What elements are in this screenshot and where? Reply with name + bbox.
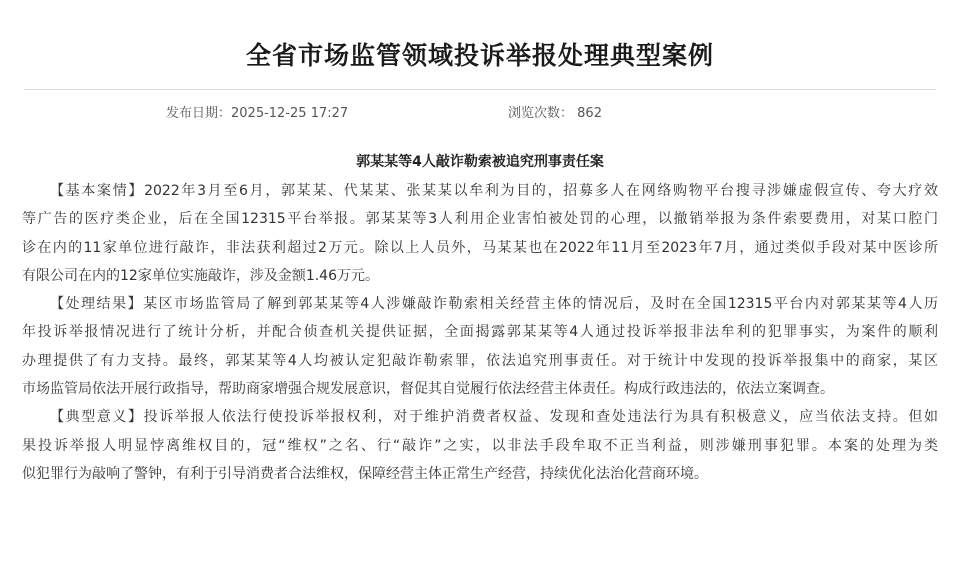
view-count-meta xyxy=(508,104,602,124)
case-subtitle: 郭某某等4人敲诈勒索被追究刑事责任案 xyxy=(356,154,604,170)
article-body xyxy=(22,177,938,488)
paragraph-line: 市场监管局依法开展行政指导，帮助商家增强合规发展意识，督促其自觉履行依法经营主体责任。构成行政违法的，依法立案调查。 xyxy=(22,381,834,398)
view-count-value: 862 xyxy=(577,106,602,121)
paragraph-significance xyxy=(22,403,938,488)
paragraph-line: 似犯罪行为敲响了警钟，有利于引导消费者合法维权，保障经营主体正常生产经营，持续优化法治化营商环境。 xyxy=(22,465,708,482)
paragraph-line: 果投诉举报人明显悖离维权目的，冠“维权”之名、行“敲诈”之实，以非法手段牟取不正当利益，则涉嫌刑事犯罪。本案的处理为类 xyxy=(22,437,938,454)
view-count-label: 浏览次数： xyxy=(508,106,574,121)
publish-date-label: 发布日期： xyxy=(166,106,232,121)
paragraph-line: 等广告的医疗类企业，后在全国12315平台举报。郭某某等3人利用企业害怕被处罚的心理，以撤销举报为条件索要费用，对某口腔门 xyxy=(22,211,938,228)
paragraph-line: 年投诉举报情况进行了统计分析，并配合侦查机关提供证据，全面揭露郭某某等4人通过投诉举报非法牟利的犯罪事实，为案件的顺利 xyxy=(22,324,938,341)
paragraph-line: 诊在内的11家单位进行敲诈，非法获利超过2万元。除以上人员外，马某某也在2022年11月至2023年7月，通过类似手段对某中医诊所 xyxy=(22,239,938,256)
article-title: 全省市场监管领域投诉举报处理典型案例 xyxy=(245,41,714,70)
title-divider xyxy=(24,89,936,90)
paragraph-handling-result xyxy=(22,290,938,403)
publish-date-meta xyxy=(166,104,348,124)
paragraph-line: 【典型意义】投诉举报人依法行使投诉举报权利，对于维护消费者权益、发现和查处违法行为具有积极意义，应当依法支持。但如 xyxy=(50,409,938,426)
paragraph-basic-facts xyxy=(22,177,938,290)
paragraph-line: 【处理结果】某区市场监管局了解到郭某某等4人涉嫌敲诈勒索相关经营主体的情况后，及时在全国12315平台内对郭某某等4人历 xyxy=(50,296,938,313)
paragraph-line: 有限公司在内的12家单位实施敲诈，涉及金额1.46万元。 xyxy=(22,267,379,284)
publish-date-value: 2025-12-25 17:27 xyxy=(231,106,349,121)
paragraph-line: 办理提供了有力支持。最终，郭某某等4人均被认定犯敲诈勒索罪，依法追究刑事责任。对于统计中发现的投诉举报集中的商家，某区 xyxy=(22,352,938,369)
paragraph-line: 【基本案情】2022年3月至6月，郭某某、代某某、张某某以牟利为目的，招募多人在网络购物平台搜寻涉嫌虚假宣传、夸大疗效 xyxy=(50,183,938,199)
